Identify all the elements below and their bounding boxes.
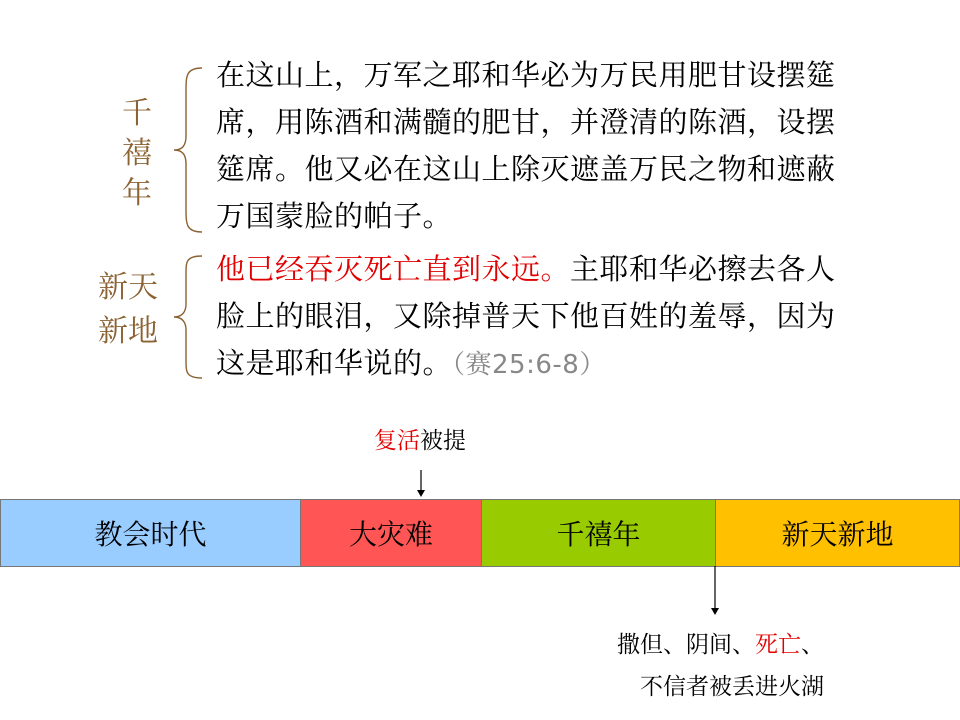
millennium-label bbox=[117, 94, 157, 214]
left-brace-2 bbox=[172, 254, 206, 380]
caption-line-2: 不信者被丢进火湖 bbox=[640, 674, 824, 700]
timeline-segment-millennium: 千禧年 bbox=[481, 500, 715, 566]
millennium-label-char: 千 bbox=[122, 96, 152, 131]
new-heaven-earth-label-line: 新地 bbox=[98, 314, 158, 349]
timeline-bar bbox=[0, 499, 960, 567]
caption-text: 、 bbox=[801, 632, 824, 658]
lake-of-fire-caption bbox=[560, 624, 824, 708]
left-brace-1 bbox=[172, 66, 206, 234]
timeline-segment-new-heaven-earth: 新天新地 bbox=[715, 500, 959, 566]
new-heaven-earth-label bbox=[88, 266, 168, 354]
down-arrow-icon bbox=[708, 566, 722, 616]
scripture-reference: （赛25:6-8） bbox=[452, 350, 606, 380]
millennium-label-char: 禧 bbox=[122, 136, 152, 171]
caption-line-1 bbox=[560, 624, 824, 666]
millennium-label-char: 年 bbox=[122, 176, 152, 211]
new-heaven-earth-label-line: 新天 bbox=[98, 270, 158, 305]
highlight-text: 他已经吞灭死亡直到永远。 bbox=[216, 252, 571, 286]
rapture-text: 被提 bbox=[420, 428, 466, 454]
caption-text: 撒但、阴间、 bbox=[617, 632, 755, 658]
scripture-paragraph-1: 在这山上，万军之耶和华必为万民用肥甘设摆筵席，用陈酒和满髓的肥甘，并澄清的陈酒，设摆筵席。他又必在这山上除灭遮盖万民之物和遮蔽万国蒙脸的帕子。 bbox=[216, 58, 836, 233]
scripture-paragraph-2 bbox=[216, 246, 836, 389]
resurrection-text: 复活 bbox=[374, 428, 420, 454]
rapture-caption bbox=[360, 426, 480, 456]
timeline-segment-tribulation: 大灾难 bbox=[300, 500, 481, 566]
down-arrow-icon bbox=[414, 470, 428, 498]
paragraph-body: 主耶和华必擦去各人脸上的眼泪，又除掉普天下他百姓的羞辱，因为这是耶和华说的。 bbox=[216, 252, 836, 380]
timeline-segment-church-age: 教会时代 bbox=[1, 500, 300, 566]
death-text: 死亡 bbox=[755, 632, 801, 658]
